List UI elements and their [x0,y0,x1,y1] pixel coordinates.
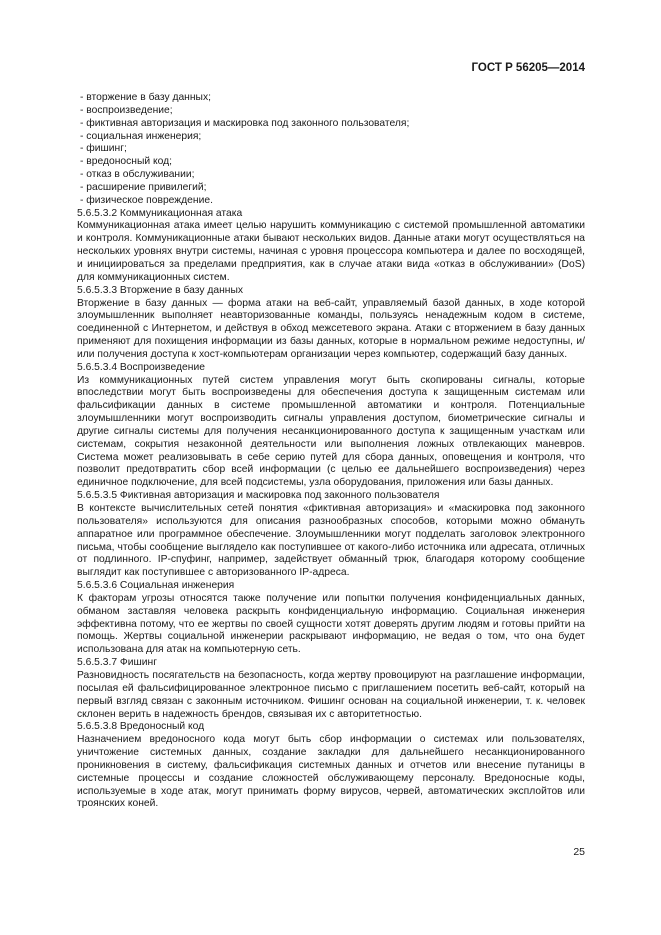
list-item: - вредоносный код; [77,156,585,169]
list-item: - вторжение в базу данных; [77,92,585,105]
page-content [77,92,585,811]
section-paragraph: Вторжение в базу данных — форма атаки на веб-сайт, управляемый базой данных, в ходе которой злоумышленник выполняет неавторизованные команды, пользуясь ненадежным кодом в системе, соединенной с Интернетом, и действуя в обход межсетевого экрана. Атаки с вторжением в базу данных применяют для похищения информации из базы данных, которые в нормальном режиме недоступны, и/или получения доступа к хост-компьютерам организации через компьютер, содержащий базу данных. [77,297,585,360]
list-item: - расширение привилегий; [77,182,585,195]
section-paragraph: Назначением вредоносного кода могут быть сбор информации о системах или пользователях, уничтожение системных данных, создание закладки для дальнейшего несанкционированного проникновения в систему, фальсификация системных данных и отчетов или внесение путаницы в системные процессы и создание сложностей обслуживающему персоналу. Вредоносные коды, используемые в ходе атак, могут принимать форму вирусов, червей, автоматических эксплойтов или троянских коней. [77,734,585,810]
document-standard-header: ГОСТ Р 56205—2014 [471,62,585,74]
section-heading: 5.6.5.3.8 Вредоносный код [77,721,205,733]
list-item: - фишинг; [77,143,585,156]
page-number: 25 [573,846,585,858]
section-heading: 5.6.5.3.6 Социальная инженерия [77,580,235,592]
section-heading: 5.6.5.3.2 Коммуникационная атака [77,207,243,219]
threat-list [77,92,585,208]
section-paragraph: Коммуникационная атака имеет целью нарушить коммуникацию с системой промышленной автоматики и контроля. Коммуникационные атаки бывают нескольких видов. Данные атаки могут осуществляться на нескольких уровнях внутри системы, начиная с уровня процессора компьютера и далее по восходящей, и инициироваться за пределами предприятия, как в случае атаки вида «отказ в обслуживании» (DoS) для коммуникационных систем. [77,220,585,283]
list-item: - физическое повреждение. [77,195,585,208]
section-heading: 5.6.5.3.5 Фиктивная авторизация и маскировка под законного пользователя [77,490,440,502]
section-paragraph: Из коммуникационных путей систем управления могут быть скопированы сигналы, которые впоследствии могут быть воспроизведены для обеспечения доступа к защищенным системам или фальсификации данных в системе промышленной автоматики и контроля. Потенциальные злоумышленники могут воспроизводить сигналы управления доступом, биометрические сигналы и другие сигналы системы для получения несанкционированного доступа к защищенным участкам или системам, сокрытия незаконной деятельности или выполнения ложных отвлекающих маневров. Система может реализовывать в себе серию путей для сбора данных, оповещения и контроля, что позволит предотвратить сбор всей информации (с целью ее дальнейшего воспроизведения) через единичное подключение, для всей подсистемы, узла оборудования, приложения или базы данных. [77,374,585,489]
section-heading: 5.6.5.3.7 Фишинг [77,657,157,669]
list-item: - фиктивная авторизация и маскировка под законного пользователя; [77,118,585,131]
list-item: - социальная инженерия; [77,131,585,144]
list-item: - отказ в обслуживании; [77,169,585,182]
section-paragraph: Разновидность посягательств на безопасность, когда жертву провоцируют на разглашение информации, посылая ей фальсифицированное электронное письмо с приглашением посетить веб-сайт, который на первый взгляд связан с законным источником. Фишинг основан на социальной инженерии, т. к. человек склонен верить в надежность брендов, связывая их с авторитетностью. [77,669,585,720]
section-heading: 5.6.5.3.3 Вторжение в базу данных [77,284,244,296]
section-paragraph: В контексте вычислительных сетей понятия «фиктивная авторизация» и «маскировка под законного пользователя» используются для описания разнообразных способов, которыми можно обмануть аппаратное или программное обеспечение. Злоумышленники могут подделать заголовок электронного письма, чтобы сообщение выглядело как поступившее от какого-либо источника или адресата, отличных от подлинного. IP-спуфинг, например, задействует обманный трюк, благодаря которому сообщение выглядит как поступившее с авторизованного IP-адреса. [77,503,585,579]
section-heading: 5.6.5.3.4 Воспроизведение [77,361,205,373]
section-paragraph: К факторам угрозы относятся также получение или попытки получения конфиденциальных данных, обманом заставляя человека раскрыть конфиденциальную информацию. Социальная инженерия эффективна потому, что ее жертвы по своей сущности хотят доверять другим людям и готовы прийти на помощь. Жертвы социальной инженерии раскрывают информацию, не ведая о том, что она будет использована для атак на компьютерную сеть. [77,592,585,656]
list-item: - воспроизведение; [77,105,585,118]
